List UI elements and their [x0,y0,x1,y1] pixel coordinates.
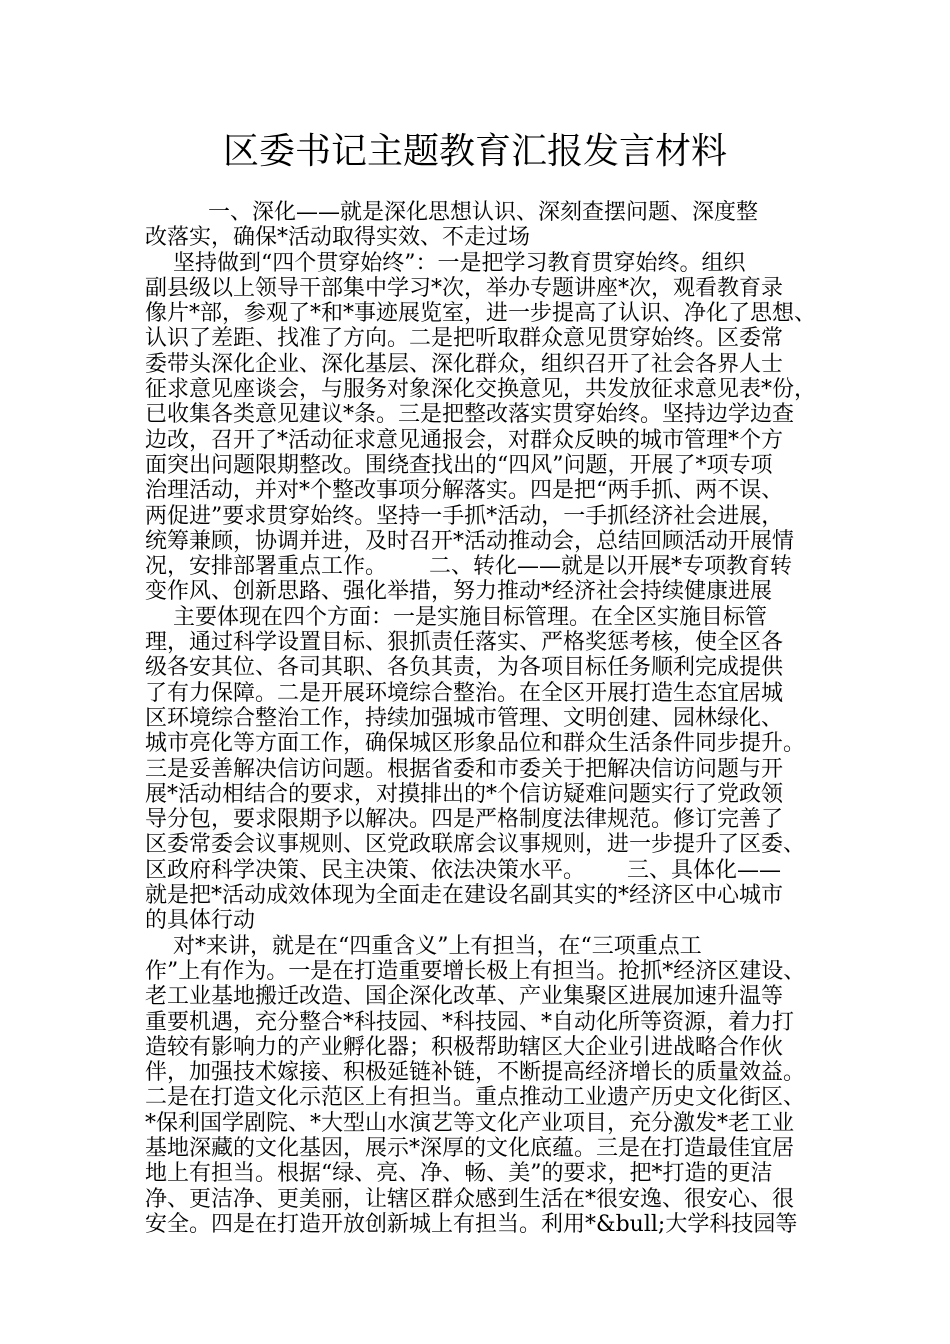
body-line: 征求意见座谈会，与服务对象深化交换意见，共发放征求意见表*份， [145,377,817,403]
body-line: 已收集各类意见建议*条。三是把整改落实贯穿始终。坚持边学边查 [145,402,795,428]
body-line: 主要体现在四个方面：一是实施目标管理。在全区实施目标管 [145,604,767,630]
body-line: 导分包，要求限期予以解决。四是严格制度法律规范。修订完善了 [145,807,784,833]
body-line: 重要机遇，充分整合*科技园、*科技园、*自动化所等资源，着力打 [145,1009,795,1035]
body-line: 改落实，确保*活动取得实效、不走过场 [145,225,531,251]
body-line: 的具体行动 [145,908,256,934]
body-line: 就是把*活动成效体现为全面走在建设名副其实的*经济区中心城市 [145,883,784,909]
body-line: 展*活动相结合的要求，对摸排出的*个信访疑难问题实行了党政领 [145,781,784,807]
body-line: 三是妥善解决信访问题。根据省委和市委关于把解决信访问题与开 [145,756,784,782]
body-line: 理，通过科学设置目标、狠抓责任落实、严格奖惩考核，使全区各 [145,630,784,656]
body-line: 净、更洁净、更美丽，让辖区群众感到生活在*很安逸、很安心、很 [145,1186,795,1212]
body-line: 二是在打造文化示范区上有担当。重点推动工业遗产历史文化街区、 [145,1085,806,1111]
body-line: 副县级以上领导干部集中学习*次，举办专题讲座*次，观看教育录 [145,275,784,301]
body-line: 一、深化——就是深化思想认识、深刻查摆问题、深度整 [145,200,758,225]
body-line: 委带头深化企业、深化基层、深化群众，组织召开了社会各界人士 [145,351,784,377]
body-line: 了有力保障。二是开展环境综合整治。在全区开展打造生态宜居城 [145,680,784,706]
body-line: 基地深藏的文化基因，展示*深厚的文化底蕴。三是在打造最佳宜居 [145,1135,795,1161]
body-line: *保利国学剧院、*大型山水演艺等文化产业项目，充分激发*老工业 [145,1110,795,1136]
body-line: 两促进”要求贯穿始终。坚持一手抓*活动，一手抓经济社会进展， [145,503,784,529]
body-line: 统筹兼顾，协调并进，及时召开*活动推动会，总结回顾活动开展情 [145,528,795,554]
body-line: 区委常委会议事规则、区党政联席会议事规则，进一步提升了区委、 [145,832,806,858]
body-line: 认识了差距、找准了方向。二是把听取群众意见贯穿始终。区委常 [145,326,784,352]
document-title: 区委书记主题教育汇报发言材料 [222,131,727,172]
body-line: 地上有担当。根据“绿、亮、净、畅、美”的要求，把*打造的更洁 [145,1161,773,1187]
body-line: 坚持做到“四个贯穿始终”：一是把学习教育贯穿始终。组织 [145,250,746,276]
body-line: 况，安排部署重点工作。 二、转化——就是以开展*专项教育转 [145,554,792,580]
body-line: 造较有影响力的产业孵化器；积极帮助辖区大企业引进战略合作伙 [145,1034,784,1060]
body-line: 区环境综合整治工作，持续加强城市管理、文明创建、园林绿化、 [145,705,784,731]
body-line: 区政府科学决策、民主决策、依法决策水平。 三、具体化—— [145,857,781,883]
body-line: 像片*部，参观了*和*事迹展览室，进一步提高了认识、净化了思想、 [145,301,817,327]
body-line: 级各安其位、各司其职、各负其责，为各项目标任务顺利完成提供 [145,655,784,681]
body-line: 变作风、创新思路、强化举措，努力推动*经济社会持续健康进展 [145,579,773,605]
body-line: 城市亮化等方面工作，确保城区形象品位和群众生活条件同步提升。 [145,731,806,757]
body-line: 面突出问题限期整改。围绕查找出的“四风”问题，开展了*项专项 [145,452,773,478]
body-line: 老工业基地搬迁改造、国企深化改革、产业集聚区进展加速升温等 [145,984,784,1010]
body-line: 边改，召开了*活动征求意见通报会，对群众反映的城市管理*个方 [145,427,784,453]
body-line: 伴，加强技术嫁接、积极延链补链，不断提高经济增长的质量效益。 [145,1060,806,1086]
document-body [145,200,815,1237]
body-line: 安全。四是在打造开放创新城上有担当。利用*&bull;大学科技园等 [145,1211,798,1237]
body-line: 治理活动，并对*个整改事项分解落实。四是把“两手抓、两不误、 [145,478,784,504]
body-line: 对*来讲，就是在“四重含义”上有担当，在“三项重点工 [145,933,702,959]
body-line: 作”上有作为。一是在打造重要增长极上有担当。抢抓*经济区建设、 [145,958,806,984]
